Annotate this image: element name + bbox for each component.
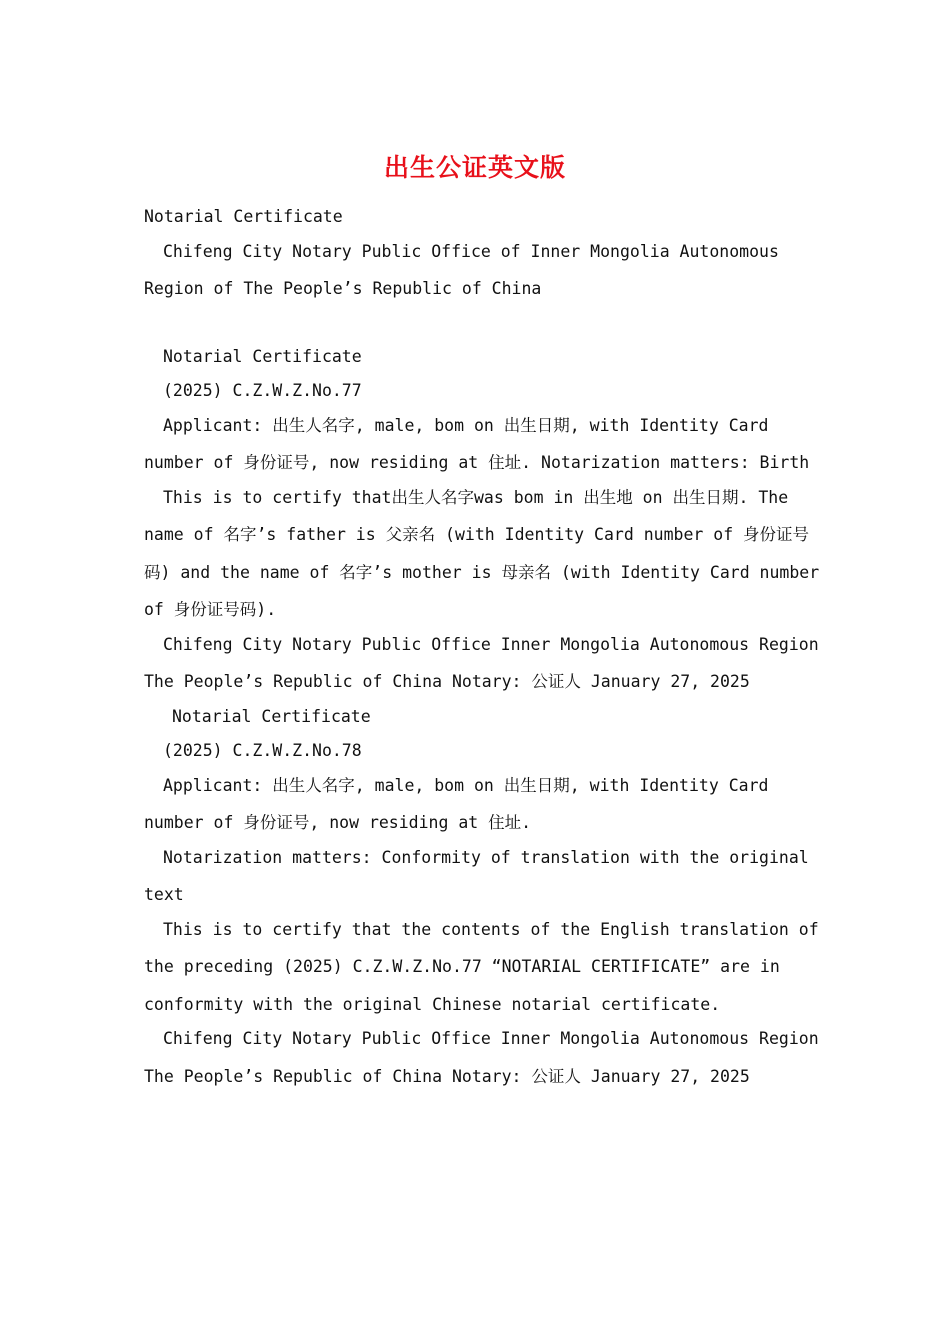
- paragraph-certification-translation: This is to certify that the contents of the English translation of the preceding (2025) C.Z.W.Z.No.77 “NOTARIAL CERTIFICATE” are in conformity with the original Chinese notarial certificate.: [144, 919, 819, 1014]
- document-body: [144, 198, 824, 1095]
- paragraph-heading: Notarial Certificate: [144, 207, 343, 226]
- paragraph-certificate-heading-2: Notarial Certificate: [172, 706, 371, 726]
- document-title: 出生公证英文版: [383, 153, 566, 182]
- paragraph-notarization-matters: Notarization matters: Conformity of translation with the original text: [144, 847, 809, 904]
- paragraph-applicant-1: Applicant: 出生人名字, male, bom on 出生日期, with Identity Card number of 身份证号, now residing at 住址. Notarization matters: Birth: [144, 415, 810, 472]
- paragraph-certification-birth: This is to certify that出生人名字was bom in 出生地 on 出生日期. The name of 名字’s father is 父亲名 (with Identity Card number of 身份证号码) and the name of 名字’s mother is 母亲名 (with Identity Card number of 身份证号码).: [144, 487, 820, 619]
- paragraph-certificate-heading-1: Notarial Certificate: [163, 346, 362, 366]
- paragraph-spacer: [144, 308, 824, 338]
- paragraph-certificate-number-2: (2025) C.Z.W.Z.No.78: [163, 741, 362, 760]
- paragraph-applicant-2: Applicant: 出生人名字, male, bom on 出生日期, with Identity Card number of 身份证号, now residing at 住址.: [144, 775, 769, 832]
- paragraph-signature-1: Chifeng City Notary Public Office Inner Mongolia Autonomous Region The People’s Republic of China Notary: 公证人 January 27, 2025: [144, 634, 819, 691]
- paragraph-certificate-number-1: (2025) C.Z.W.Z.No.77: [163, 381, 362, 400]
- paragraph-signature-2: Chifeng City Notary Public Office Inner Mongolia Autonomous Region The People’s Republic of China Notary: 公证人 January 27, 2025: [144, 1029, 819, 1086]
- paragraph-office: Chifeng City Notary Public Office of Inner Mongolia Autonomous Region of The People’s Republic of China: [144, 241, 779, 298]
